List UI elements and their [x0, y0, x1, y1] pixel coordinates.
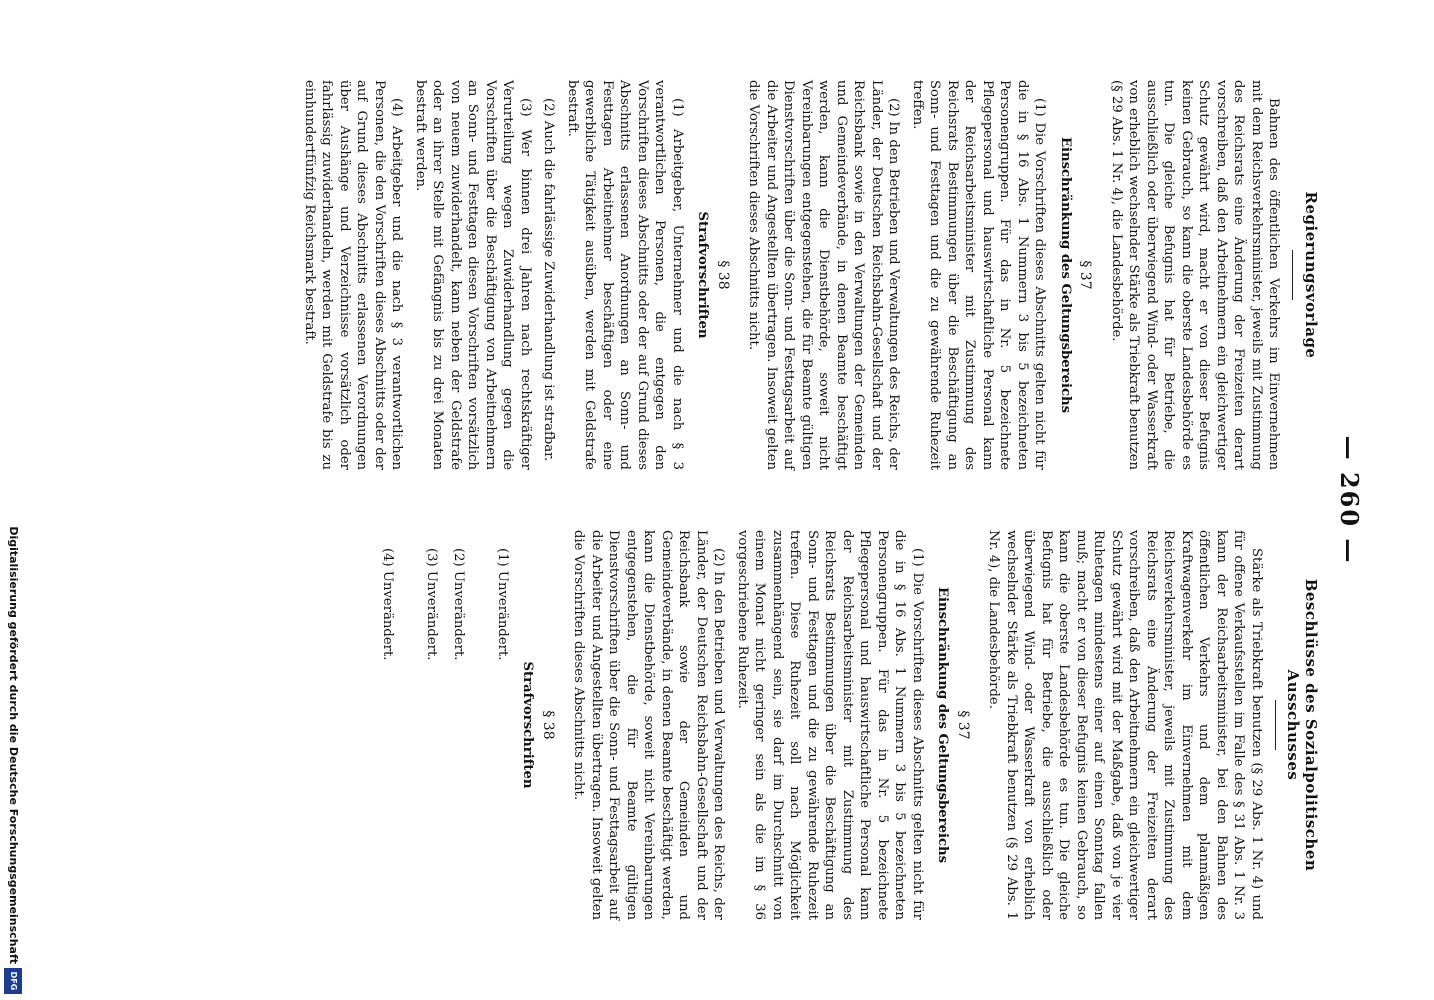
digitization-footer	[2, 0, 24, 1000]
left-section-37-paragraph-2: (2) In den Betrieben und Verwaltungen des Reichs, der Länder, der Deutschen Reichsbahn-Gesellschaft und der Reichsbank sowie in den Verwaltungen der Gemeinden und Gemeindeverbände, in denen Beamte beschäftigt werden, kann die Dienstbehörde, soweit nicht Vereinbarungen entgegenstehen, die für Beamte gültigen Dienstvorschriften über die Sonn- und Festtagsarbeit auf die Arbeiter und Angestellten übertragen. Insoweit gelten die Vorschriften dieses Abschnitts nicht.	[746, 80, 902, 470]
left-column-government-draft	[295, 80, 1320, 470]
right-section-38-paragraph-3: (3) Unverändert.	[424, 548, 439, 661]
left-intro-paragraph: Bahnen des öffentlichen Verkehrs im Einvernehmen mit dem Reichsverkehrsminister, jeweils mit Zustimmung des Reichsrats eine Änderung der Freizeiten derart vorschreiben, daß den Arbeitnehmern ein gleichwertiger Schutz gewährt wird, macht er von dieser Befugnis keinen Gebrauch, so kann die oberste Landesbehörde es tun. Die gleiche Befugnis hat für Betriebe, die ausschließlich oder überwiegend Wind- oder Wasserkraft von erheblich wechselnder Stärke als Triebkraft benutzen (§ 29 Abs. 1 Nr. 4), die Landesbehörde.	[1109, 80, 1282, 470]
page-number: — 260 —	[1335, 435, 1364, 565]
header-rule	[1293, 250, 1294, 300]
right-section-38-paragraph-2: (2) Unverändert.	[451, 548, 467, 661]
footer-credit-text: Digitalisierung gefördert durch die Deutsche Forschungsgemeinschaft	[7, 526, 20, 964]
header-rule	[1275, 700, 1276, 750]
left-section-38-paragraph-1: (1) Arbeitgeber, Unternehmer und die nach § 3 verantwortlichen Personen, die entgegen den Vorschriften dieses Abschnitts oder der auf Grund dieses Abschnitts erlassenen Anordnungen an Sonn- und Festtagen Arbeitnehmer beschäftigen oder eine gewerbliche Tätigkeit ausüben, werden mit Geldstrafe bestraft.	[565, 80, 685, 470]
left-section-37-paragraph-1: (1) Die Vorschriften dieses Abschnitts gelten nicht für die in § 16 Abs. 1 Nummern 3 bis 5 bezeichneten Personengruppen. Für das in Nr. 5 bezeichnete Pflegepersonal und hauswirtschaftliche Personal kann der Reichsarbeitsminister mit Zustimmung des Reichsrats Bestimmungen über die Beschäftigung an Sonn- und Festtagen und die zu gewährende Ruhezeit treffen.	[910, 80, 1048, 470]
right-section-38-paragraph-1: (1) Unverändert.	[495, 548, 510, 661]
right-section-37-title: Einschränkung des Geltungsbereichs	[935, 586, 951, 864]
left-section-38-paragraph-4: (4) Arbeitgeber und die nach § 3 verantwortlichen Personen, die den Vorschriften dieses Abschnitts oder der auf Grund dieses Abschnitts erlassenen Verordnungen über Aushänge und Verzeichnisse vorsätzlich oder fahrlässig zuwiderhandeln, werden mit Geldstrafe bis zu einhundertfünfzig Reichsmark bestraft.	[302, 80, 405, 470]
right-section-38-number: § 38	[540, 710, 556, 740]
dfg-logo-icon: DFG	[4, 968, 22, 994]
right-section-37-paragraph-2: (2) In den Betrieben und Verwaltungen des Reichs, der Länder, der Deutschen Reichsbahn-Gesellschaft und der Reichsbank sowie der Gemeinden und Gemeindeverbände, in denen Beamte beschäftigt werden, kann die Dienstbehörde, soweit nicht Vereinbarungen entgegenstehen, die für Beamte gültigen Dienstvorschriften über die Sonn- und Festtagsarbeit auf die Arbeiter und Angestellten übertragen. Insoweit gelten die Vorschriften dieses Abschnitts nicht.	[571, 530, 727, 920]
left-section-38-title: Strafvorschriften	[695, 211, 711, 339]
left-section-38-paragraph-3: (3) Wer binnen drei Jahren nach rechtskräftiger Verurteilung wegen Zuwiderhandlung gegen die Vorschriften über die Beschäftigung von Arbeitnehmern an Sonn- und Festtagen diesen Vorschriften vorsätzlich von neuem zuwiderhandelt, kann neben der Geldstrafe oder an ihrer Stelle mit Gefängnis bis zu drei Monaten bestraft werden.	[413, 80, 533, 470]
left-section-38-number: § 38	[715, 260, 731, 290]
spacer	[397, 530, 413, 920]
left-section-38-paragraph-2: (2) Auch die fahrlässige Zuwiderhandlung ist strafbar.	[541, 98, 557, 462]
right-section-38-title: Strafvorschriften	[520, 661, 536, 789]
right-section-38-paragraph-4: (4) Unverändert.	[380, 548, 396, 661]
spacer	[468, 530, 484, 920]
left-section-37-number: § 37	[1077, 260, 1094, 290]
right-intro-paragraph: Stärke als Triebkraft benutzen (§ 29 Abs. 1 Nr. 4) und für offene Verkaufsstellen im Falle des § 31 Abs. 1 Nr. 3 kann der Reichsarbeitsminister, bei den Bahnen des öffentlichen Verkehrs und dem planmäßigen Kraftwagenverkehr im Einvernehmen mit dem Reichsverkehrsminister, jeweils mit Zustimmung des Reichsrats eine Änderung der Freizeiten derart vorschreiben, daß den Arbeitnehmern ein gleichwertiger Schutz gewährt wird mit der Maßgabe, daß von je vier Ruhetagen mindestens einer auf einen Sonntag fallen muß; macht er von dieser Befugnis keinen Gebrauch, so kann die oberste Landesbehörde es tun. Die gleiche Befugnis hat für Betriebe, die ausschließlich oder überwiegend Wind- oder Wasserkraft von erheblich wechselnder Stärke als Triebkraft benutzen (§ 29 Abs. 1 Nr. 4), die Landesbehörde.	[986, 530, 1264, 920]
left-column-header: Regierungsvorlage	[1302, 191, 1320, 359]
right-section-37-paragraph-1: (1) Die Vorschriften dieses Abschnitts gelten nicht für die in § 16 Abs. 1 Nummern 3 bis 5 bezeichneten Personengruppen. Für das in Nr. 5 bezeichnete Pflegepersonal und hauswirtschaftliche Personal kann der Reichsarbeitsminister mit Zustimmung des Reichsrats Bestimmungen über die Beschäftigung an Sonn- und Festtagen und die zu gewährende Ruhezeit treffen. Diese Ruhezeit soll nach Möglichkeit zusammenhängend sein, sie darf im Durchschnitt von einem Monat nicht geringer sein als die im § 36 vorgeschriebene Ruhezeit.	[735, 530, 925, 920]
right-column-header: Beschlüsse des Sozialpolitischen Ausschusses	[1284, 578, 1320, 872]
left-section-37-title: Einschränkung des Geltungsbereichs	[1058, 136, 1073, 414]
right-column-committee-resolutions	[369, 530, 1319, 920]
right-section-37-number: § 37	[955, 710, 971, 740]
